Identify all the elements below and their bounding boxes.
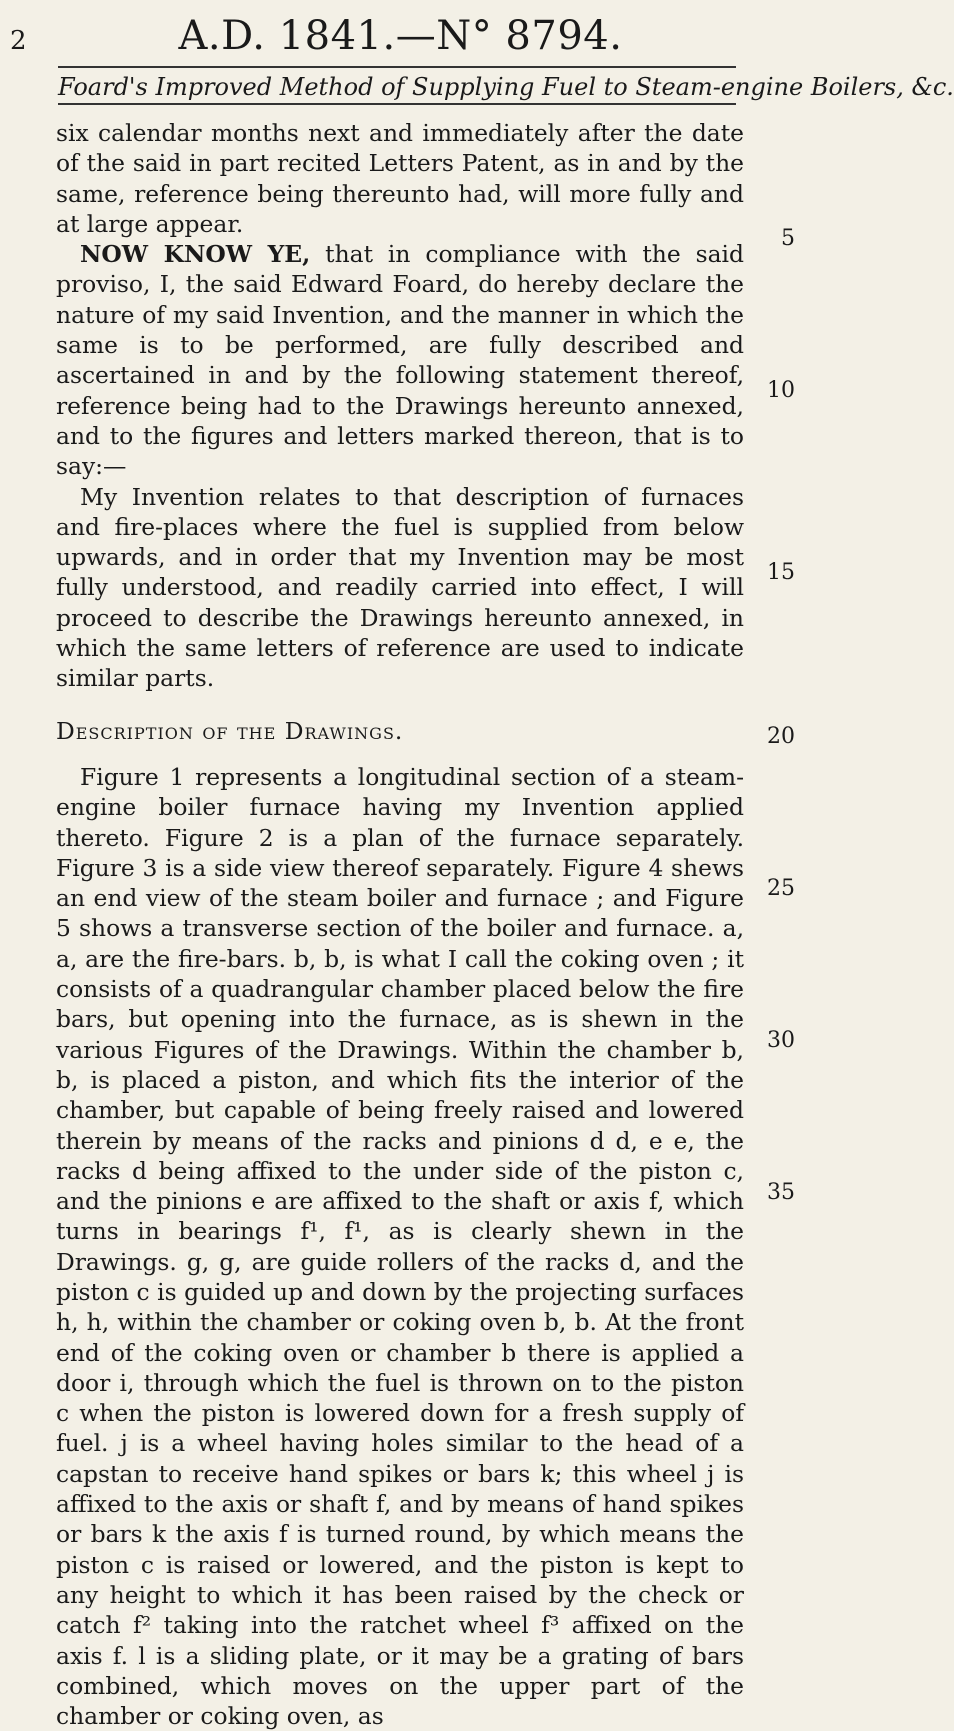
body-text [56,118,744,1731]
section-heading: Description of the Drawings. [56,716,404,745]
page-number: 2 [10,26,27,56]
line-number: 10 [767,378,795,403]
line-number: 30 [767,1028,795,1053]
patent-header-title: A.D. 1841.—N° 8794. [178,13,623,59]
paragraph-intro: six calendar months next and immediately after the date of the said in part recited Letters Patent, as in and by the same, reference being thereunto had, will more fully and at large appear. [56,119,744,238]
paragraph-invention: My Invention relates to that description of furnaces and fire-places where the fuel is supplied from below upwards, and in order that my Invention may be most fully understood, and readily carried into effect, I will proceed to describe the Drawings hereunto annexed, in which the same letters of reference are used to indicate similar parts. [56,482,744,693]
know-ye-rest: that in compliance with the said proviso, I, the said Edward Foard, do hereby declare the nature of my said Invention, and the manner in which the same is to be performed, are fully described and ascertained in and by the following statement thereof, reference being had to the Drawings hereunto annexed, and to the figures and letters marked thereon, that is to say:— [56,240,744,481]
line-number: 20 [767,724,795,749]
line-number: 5 [781,226,795,251]
running-head: Foard's Improved Method of Supplying Fuel to Steam-engine Boilers, &c. [58,66,736,105]
paragraph-know-ye [56,239,744,481]
line-number: 35 [767,1180,795,1205]
know-ye-lead: NOW KNOW YE, [80,240,311,269]
line-number: 25 [767,876,795,901]
paragraph-figures: Figure 1 represents a longitudinal section of a steam-engine boiler furnace having my Invention applied thereto. Figure 2 is a plan of the furnace separately. Figure 3 is a side view thereof separately. Figure 4 shews an end view of the steam boiler and furnace ; and Figure 5 shows a transverse section of the boiler and furnace. a, a, are the fire-bars. b, b, is what I call the coking oven ; it consists of a quadrangular chamber placed below the fire bars, but opening into the furnace, as is shewn in the various Figures of the Drawings. Within the chamber b, b, is placed a piston, and which fits the interior of the chamber, but capable of being freely raised and lowered therein by means of the racks and pinions d d, e e, the racks d being affixed to the under side of the piston c, and the pinions e are affixed to the shaft or axis f, which turns in bearings f¹, f¹, as is clearly shewn in the Drawings. g, g, are guide rollers of the racks d, and the piston c is guided up and down by the projecting surfaces h, h, within the chamber or coking oven b, b. At the front end of the coking oven or chamber b there is applied a door i, through which the fuel is thrown on to the piston c when the piston is lowered down for a fresh supply of fuel. j is a wheel having holes similar to the head of a capstan to receive hand spikes or bars k; this wheel j is affixed to the axis or shaft f, and by means of hand spikes or bars k the axis f is turned round, by which means the piston c is raised or lowered, and the piston is kept to any height to which it has been raised by the check or catch f² taking into the ratchet wheel f³ affixed on the axis f. l is a sliding plate, or it may be a grating of bars combined, which moves on the upper part of the chamber or coking oven, as [56,762,744,1731]
line-number: 15 [767,560,795,585]
